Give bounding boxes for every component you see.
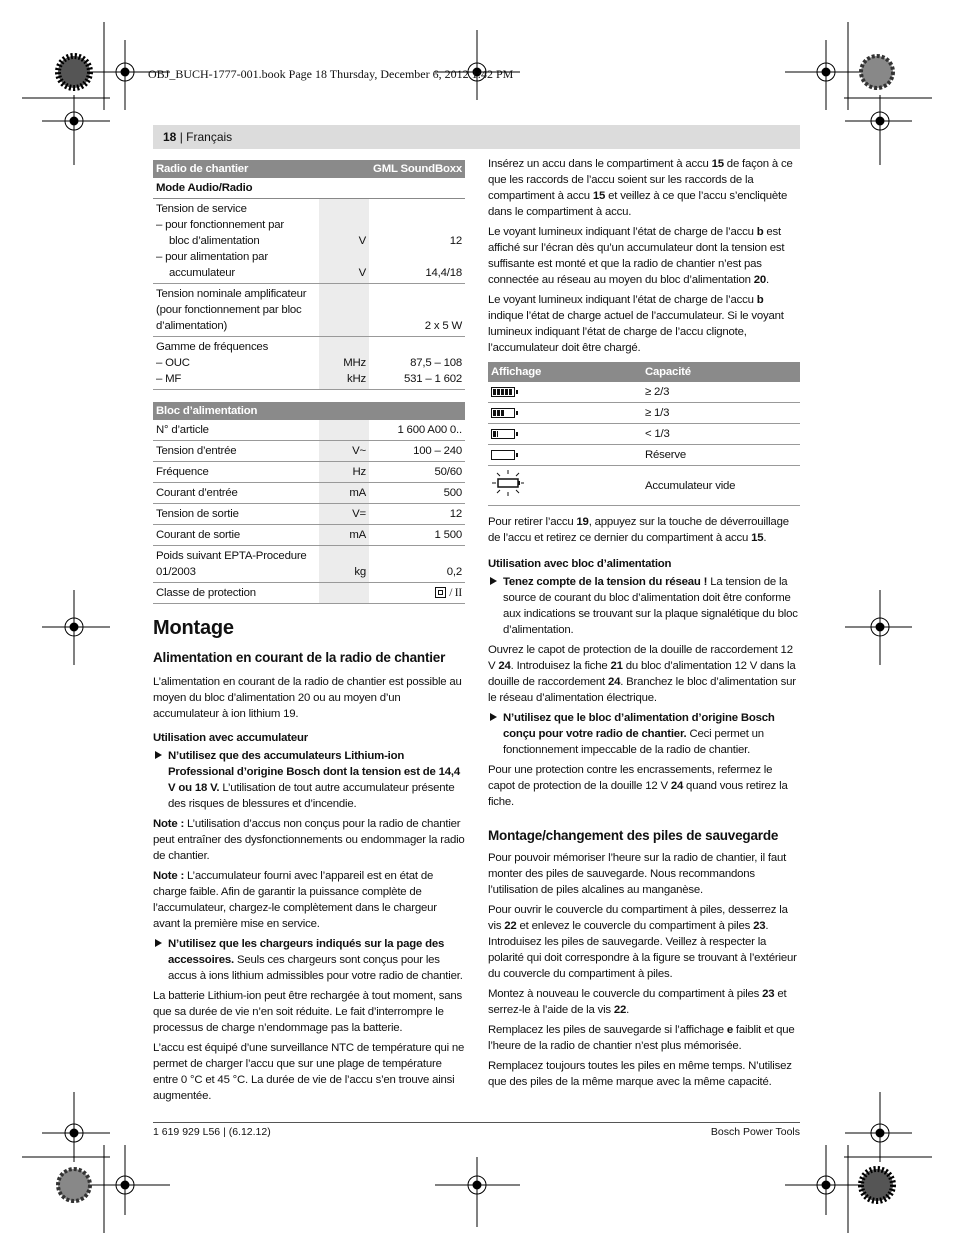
psu-unit: kg	[319, 546, 369, 583]
paragraph: L’accu est équipé d’une surveillance NTC de température qui ne permet de charger l’accu que sur une plage de température entre 0 °C et 45 °C. La durée de vie de l’accu s’en trouve ainsi augmentée.	[153, 1042, 465, 1102]
spec-row-amplifier	[153, 284, 465, 337]
psu-table-head: Bloc d’alimentation	[153, 402, 465, 420]
psu-label: Poids suivant EPTA-Procedure	[156, 550, 307, 562]
table-row	[488, 382, 800, 403]
psu-label: 01/2003	[156, 566, 196, 578]
spec-unit: V	[358, 267, 366, 279]
psu-unit: mA	[319, 525, 369, 546]
page-header	[153, 125, 800, 149]
psu-table	[153, 402, 465, 604]
bullet-text: Ceci permet un fonctionnement impeccable de la radio de chantier.	[503, 728, 764, 756]
table-row	[488, 424, 800, 445]
triangle-bullet-icon	[155, 751, 162, 759]
paragraph: L’alimentation en courant de la radio de chantier est possible au moyen du bloc d’alimentation 20 ou au moyen d’un accumulateur à ion lithium 19.	[153, 676, 462, 720]
subheading: Utilisation avec bloc d’alimentation	[488, 558, 672, 570]
spec-table	[153, 160, 465, 390]
psu-value: 1 500	[369, 525, 465, 546]
spec-value: 2 x 5 W	[369, 284, 465, 337]
capacity-value: ≥ 1/3	[642, 403, 800, 424]
header-language: Français	[186, 130, 233, 144]
bullet-item	[488, 574, 800, 638]
note-text: L’accumulateur fourni avec l’appareil est en état de charge faible. Afin de garantir la puissance complète de l’accumulateur, chargez-le complètement dans le chargeur avant la première mise en service.	[153, 870, 437, 930]
psu-unit: mA	[319, 483, 369, 504]
psu-value: 100 – 240	[369, 441, 465, 462]
psu-label: Courant de sortie	[153, 525, 319, 546]
note-text: L’utilisation d’accus non conçus pour la radio de chantier peut entraîner des dysfonctionnements ou endommager la radio de chantier.	[153, 818, 465, 862]
paragraph: Pour une protection contre les encrassements, refermez le capot de protection de la douille 12 V 24 quand vous retirez la fiche.	[488, 764, 788, 808]
spec-table-subhead: Mode Audio/Radio	[153, 178, 465, 199]
note-label: Note :	[153, 818, 185, 830]
protection-class-icon	[435, 587, 446, 598]
psu-label: Tension d’entrée	[153, 441, 319, 462]
psu-label: Tension de sortie	[153, 504, 319, 525]
subsection-title: Alimentation en courant de la radio de chantier	[153, 650, 446, 665]
spec-label: Gamme de fréquences	[156, 341, 269, 353]
paragraph: Le voyant lumineux indiquant l’état de charge de l’accu b est affiché sur l’écran dès qu’un accumulateur dont la tension est suffisante est monté et que la radio de chantier n’est pas connectée au réseau au moyen du bloc d’alimentation 20.	[488, 226, 785, 286]
paragraph: Montez à nouveau le couvercle du compartiment à piles 23 et serrez-le à l’aide de la vis 22.	[488, 988, 787, 1016]
psu-unit: V~	[319, 441, 369, 462]
psu-label: N° d’article	[153, 420, 319, 441]
footer-right: Bosch Power Tools	[710, 1126, 800, 1138]
spec-value: 12	[449, 235, 462, 247]
spec-value: 531 – 1 602	[404, 373, 462, 385]
spec-row-frequencies	[153, 337, 465, 390]
left-column	[153, 160, 465, 1108]
psu-value: 500	[369, 483, 465, 504]
triangle-bullet-icon	[155, 939, 162, 947]
capacity-value: Réserve	[642, 445, 800, 466]
print-info-line: OBJ_BUCH-1777-001.book Page 18 Thursday, December 6, 2012 1:42 PM	[148, 67, 514, 81]
subheading: Utilisation avec accumulateur	[153, 732, 308, 744]
psu-label: Classe de protection	[153, 583, 319, 604]
psu-value: 1 600 A00 0..	[369, 420, 465, 441]
psu-unit	[319, 420, 369, 441]
psu-row	[153, 462, 465, 483]
spec-table-head-right: GML SoundBoxx	[369, 160, 465, 178]
bullet-bold: N’utilisez que le bloc d’alimentation d’origine Bosch conçu pour votre radio de chantier.	[503, 712, 775, 740]
right-column	[488, 156, 800, 1094]
spec-label: Tension nominale amplificateur	[156, 288, 307, 300]
spec-label: – pour fonctionnement par	[156, 219, 284, 231]
battery-full-icon	[491, 387, 515, 397]
psu-row-class	[153, 583, 465, 604]
paragraph: La batterie Lithium-ion peut être rechargée à tout moment, sans que sa durée de vie n’en soit réduite. Le fait d’interrompre le processus de charge n’endommage pas la batterie.	[153, 990, 463, 1034]
psu-unit: Hz	[319, 462, 369, 483]
header-separator: |	[176, 130, 187, 144]
note-paragraph	[153, 868, 465, 932]
bullet-item	[488, 710, 800, 758]
paragraph: Pour retirer l’accu 19, appuyez sur la touche de déverrouillage de l’accu et retirez ce dernier du compartiment à accu 15.	[488, 516, 789, 544]
spec-label: bloc d’alimentation	[169, 235, 260, 247]
psu-value: 50/60	[369, 462, 465, 483]
bullet-bold: N’utilisez que des accumulateurs Lithium-ion Professional d’origine Bosch dont la tension est de 14,4 V ou 18 V.	[168, 750, 460, 794]
bullet-text: La tension de la source de courant du bloc d’alimentation doit être conforme aux indications se trouvant sur la plaque signalétique du bloc d’alimentation.	[503, 576, 798, 636]
psu-value: 12	[369, 504, 465, 525]
capacity-value: < 1/3	[642, 424, 800, 445]
psu-row	[153, 441, 465, 462]
col-header-capacity: Capacité	[642, 362, 800, 382]
capacity-value: Accumulateur vide	[642, 466, 800, 506]
spec-label: – pour alimentation par	[156, 251, 268, 263]
bullet-text: L’utilisation de tout autre accumulateur présente des risques de blessures et d’incendie.	[168, 782, 455, 810]
triangle-bullet-icon	[490, 713, 497, 721]
psu-value: / II	[449, 587, 462, 599]
note-label: Note :	[153, 870, 185, 882]
subsection-title: Montage/changement des piles de sauvegarde	[488, 828, 779, 843]
bullet-bold: N’utilisez que les chargeurs indiqués sur la page des accessoires.	[168, 938, 445, 966]
battery-blinking-icon	[491, 468, 525, 498]
spec-row-tension	[153, 199, 465, 284]
spec-unit: MHz	[343, 357, 366, 369]
psu-row	[153, 420, 465, 441]
footer-left: 1 619 929 L56 | (6.12.12)	[153, 1126, 271, 1138]
spec-label: – MF	[156, 373, 182, 385]
note-paragraph	[153, 816, 465, 864]
bullet-text: Seuls ces chargeurs sont conçus pour les accus à ions lithium admissibles pour votre radio de chantier.	[168, 954, 463, 982]
spec-unit: kHz	[346, 373, 366, 385]
bullet-item	[153, 748, 465, 812]
psu-label: Courant d’entrée	[153, 483, 319, 504]
table-row	[488, 445, 800, 466]
battery-two-thirds-icon	[491, 408, 515, 418]
spec-label: d’alimentation)	[156, 320, 228, 332]
psu-label: Fréquence	[153, 462, 319, 483]
spec-unit: V	[358, 235, 366, 247]
psu-row	[153, 483, 465, 504]
paragraph: Pour ouvrir le couvercle du compartiment à piles, desserrez la vis 22 et enlevez le couvercle du compartiment à piles 23. Introduisez les piles de sauvegarde. Veillez à respecter la polarité qui doit correspondre à la figure se trouvant à l’extérieur du couvercle du compartiment à piles.	[488, 904, 797, 980]
table-row	[488, 466, 800, 506]
psu-row	[153, 525, 465, 546]
paragraph: Pour pouvoir mémoriser l’heure sur la radio de chantier, il faut monter des piles de sauvegarde. Nous recommandons l’utilisation de piles alcalines au manganèse.	[488, 852, 787, 896]
section-title: Montage	[153, 617, 234, 639]
spec-value: 14,4/18	[425, 267, 462, 279]
paragraph: Remplacez toujours toutes les piles en même temps. N’utilisez que des piles de la même marque avec la même capacité.	[488, 1060, 792, 1088]
triangle-bullet-icon	[490, 577, 497, 585]
spec-table-head-left: Radio de chantier	[153, 160, 369, 178]
spec-label: – OUC	[156, 357, 190, 369]
psu-value: 0,2	[369, 546, 465, 583]
col-header-display: Affichage	[488, 362, 642, 382]
page-number: 18	[163, 130, 177, 144]
paragraph: Insérez un accu dans le compartiment à accu 15 de façon à ce que les raccords de l’accu soient sur les raccords de la compartiment à accu 15 et veillez à ce que l’accu s’encliquète dans le compartiment à accu.	[488, 158, 793, 218]
paragraph: Le voyant lumineux indiquant l’état de charge de l’accu b indique l’état de charge actuel de l’accumulateur. Si le voyant lumineux indiquant l’état de charge de l’accu clignote, l’accumulateur doit être chargé.	[488, 294, 784, 354]
paragraph: Remplacez les piles de sauvegarde si l’affichage e faiblit et que l’heure de la radio de chantier n’est plus mémorisée.	[488, 1024, 795, 1052]
spec-label: (pour fonctionnement par bloc	[156, 304, 302, 316]
spec-value: 87,5 – 108	[410, 357, 462, 369]
battery-one-third-icon	[491, 429, 515, 439]
bullet-item	[153, 936, 465, 984]
table-row	[488, 403, 800, 424]
paragraph: Ouvrez le capot de protection de la douille de raccordement 12 V 24. Introduisez la fiche 21 du bloc d’alimentation 12 V dans la douille de raccordement 24. Branchez le bloc d’alimentation sur le réseau d’alimentation électrique.	[488, 644, 796, 704]
bullet-bold: Tenez compte de la tension du réseau !	[503, 576, 708, 588]
psu-row-weight	[153, 546, 465, 583]
footer-rule	[153, 1122, 800, 1123]
psu-unit: V=	[319, 504, 369, 525]
charge-indicator-table	[488, 362, 800, 506]
spec-label: Tension de service	[156, 203, 247, 215]
battery-empty-icon	[491, 450, 515, 460]
psu-row	[153, 504, 465, 525]
spec-label: accumulateur	[169, 267, 235, 279]
capacity-value: ≥ 2/3	[642, 382, 800, 403]
